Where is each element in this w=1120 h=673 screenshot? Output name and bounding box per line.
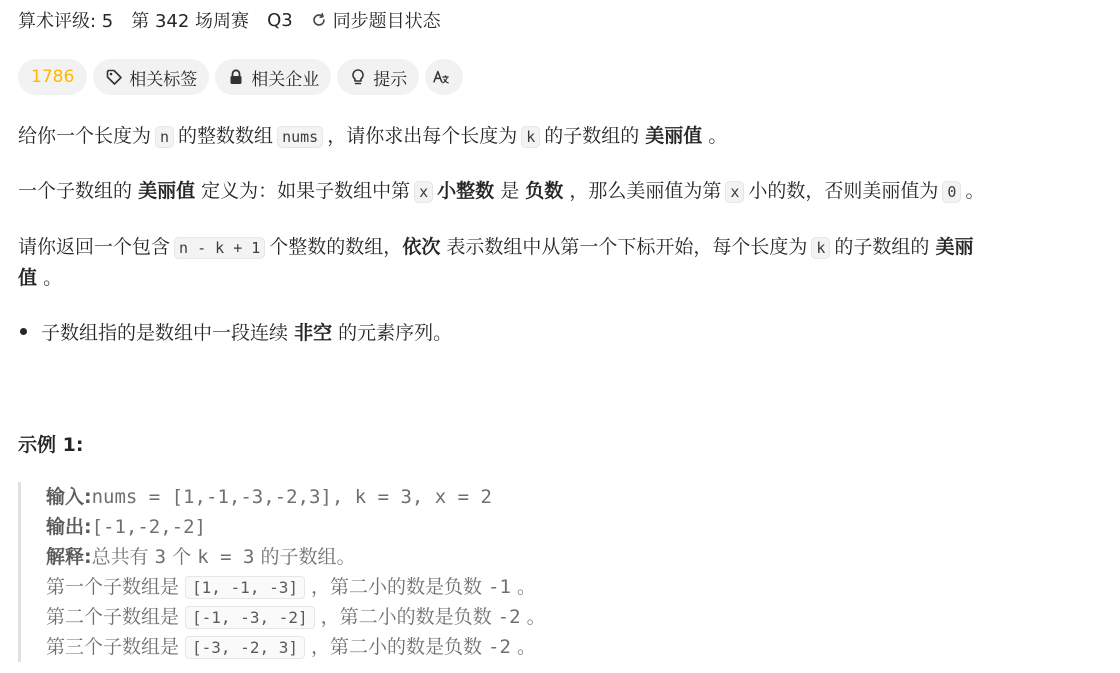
output-value: [-1,-2,-2] (91, 516, 206, 538)
lightbulb-icon (349, 68, 367, 86)
rating-label: 算术评级: 5 (18, 11, 114, 32)
tag-icon (105, 68, 123, 86)
input-label: 输入: (46, 486, 92, 508)
inline-code: nums (277, 126, 323, 148)
inline-code: n - k + 1 (174, 237, 265, 259)
text: 个整数的数组， (269, 236, 403, 258)
hint-button[interactable] (337, 59, 419, 95)
bold-text: 小整数 (437, 180, 495, 202)
text: ，第二小的数是负数 (320, 606, 492, 628)
bold-text: 美丽 (935, 236, 974, 258)
example-subarray-line (46, 602, 618, 632)
text: 一个子数组的 (18, 180, 133, 202)
text: 定义为：如果子数组中第 (201, 180, 411, 202)
text: 总共有 (91, 546, 149, 568)
text: 第一个子数组是 (46, 576, 180, 598)
text: 小的数，否则美丽值为 (748, 180, 939, 202)
text: 的子数组的 (834, 236, 930, 258)
bold-text: 值 (18, 267, 38, 289)
example-subarray-line (46, 572, 618, 602)
bold-text: 美丽值 (138, 180, 196, 202)
bold-text: 美丽值 (645, 125, 703, 147)
translate-button[interactable] (425, 59, 463, 95)
lock-icon (227, 68, 245, 86)
inline-code: [-1, -3, -2] (185, 606, 315, 629)
mono-text: -1 (488, 576, 511, 598)
text: 的子数组。 (260, 546, 356, 568)
example-output-line (46, 512, 618, 542)
question-number: Q3 (267, 9, 293, 31)
text: 给你一个长度为 (18, 125, 152, 147)
text: ，请你求出每个长度为 (327, 125, 518, 147)
text: 。 (708, 125, 728, 147)
text: 。 (965, 180, 985, 202)
inline-code: x (414, 181, 433, 203)
tag-row (18, 59, 463, 95)
text: 子数组指的是数组中一段连续 (41, 322, 289, 344)
sync-status-button[interactable] (311, 7, 441, 33)
text: 表示数组中从第一个下标开始，每个长度为 (446, 236, 808, 258)
score-badge: 1786 (18, 59, 87, 95)
mono-text: -2 (497, 606, 521, 628)
output-label: 输出: (46, 516, 92, 538)
text: ，那么美丽值为第 (569, 180, 722, 202)
bold-text: 负数 (525, 180, 564, 202)
text: 。 (526, 606, 546, 628)
refresh-icon (311, 11, 329, 29)
related-companies-label: 相关企业 (251, 69, 320, 90)
text: ，第二小的数是负数 (310, 636, 482, 658)
text: 的元素序列。 (338, 322, 453, 344)
example-subarray-line (46, 632, 618, 662)
text: 第三个子数组是 (46, 636, 180, 658)
inline-code: [1, -1, -3] (185, 576, 305, 599)
example-explain-line (46, 542, 618, 572)
text: 请你返回一个包含 (18, 236, 171, 258)
text: 是 (500, 180, 520, 202)
related-tags-button[interactable] (93, 59, 209, 95)
example-block (18, 482, 618, 662)
description-paragraph-3 (18, 232, 974, 293)
text: ，第二小的数是负数 (310, 576, 482, 598)
example-input-line (46, 482, 618, 512)
sync-status-label: 同步题目状态 (332, 11, 441, 32)
mono-text: k = 3 (197, 546, 255, 568)
bold-text: 非空 (294, 322, 333, 344)
example-title: 示例 1: (18, 434, 84, 456)
inline-code: k (811, 237, 830, 259)
text: 的子数组的 (544, 125, 640, 147)
explain-label: 解释: (46, 546, 92, 568)
mono-text: 3 (154, 546, 167, 568)
inline-code: x (725, 181, 744, 203)
problem-meta-bar (18, 6, 441, 34)
mono-text: -2 (488, 636, 511, 658)
text: 。 (43, 267, 63, 289)
inline-code: n (155, 126, 174, 148)
inline-code: [-3, -2, 3] (185, 636, 305, 659)
text: 第二个子数组是 (46, 606, 180, 628)
description-paragraph-2 (18, 176, 984, 207)
hint-label: 提示 (373, 69, 408, 90)
text: 个 (172, 546, 192, 568)
bullet-dot (20, 328, 27, 335)
inline-code: 0 (942, 181, 961, 203)
text: 。 (516, 576, 536, 598)
inline-code: k (521, 126, 540, 148)
related-companies-button[interactable] (215, 59, 331, 95)
text: 的整数数组 (178, 125, 274, 147)
related-tags-label: 相关标签 (129, 69, 198, 90)
translate-icon (432, 68, 450, 86)
bold-text: 依次 (402, 236, 441, 258)
description-paragraph-1 (18, 121, 727, 152)
text: 。 (516, 636, 536, 658)
input-value: nums = [1,-1,-3,-2,3], k = 3, x = 2 (91, 486, 492, 508)
note-list-item (20, 318, 452, 348)
contest-link[interactable]: 第 342 场周赛 (131, 11, 250, 32)
